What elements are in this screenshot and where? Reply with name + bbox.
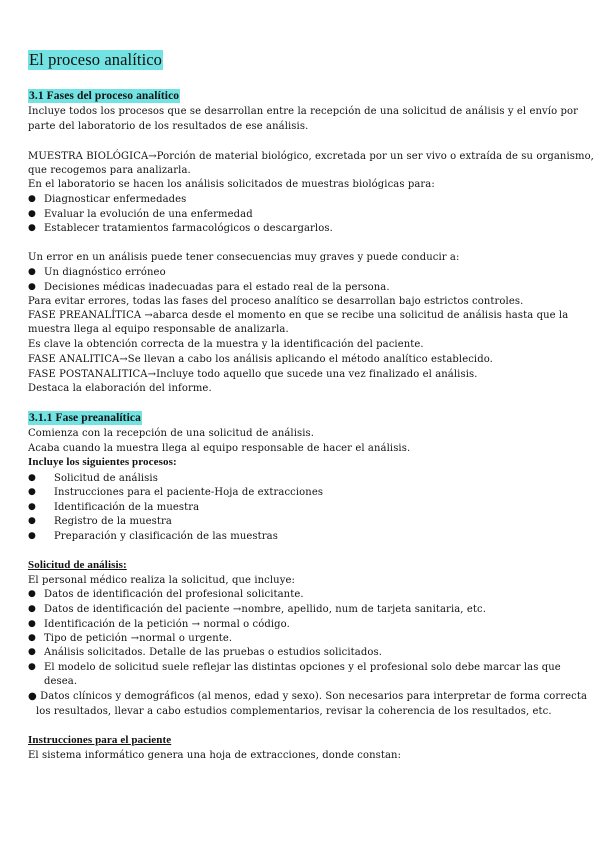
subsection-heading: Instrucciones para el paciente [28, 734, 172, 746]
section-heading: 3.1 Fases del proceso analítico [29, 90, 180, 102]
paragraph-line: Para evitar errores, todas las fases del proceso analítico se desarrollan bajo estrictos controles. [28, 296, 524, 307]
paragraph-line: FASE PREANALÍTICA →abarca desde el momento en que se recibe una solicitud de análisis hasta que la [28, 310, 569, 321]
paragraph-line: Un error en un análisis puede tener consecuencias muy graves y puede conducir a: [28, 252, 460, 263]
paragraph-line: parte del laboratorio de los resultados de ese análisis. [28, 121, 309, 132]
paragraph-line: los resultados, llevar a cabo estudios complementarios, revisar la coherencia de los resultados, etc. [36, 706, 552, 717]
paragraph-line: Comienza con la recepción de una solicitud de análisis. [28, 428, 315, 439]
paragraph-line: FASE POSTANALITICA→Incluye todo aquello que sucede una vez finalizado el análisis. [28, 369, 478, 380]
paragraph-line: Destaca la elaboración del informe. [28, 383, 212, 394]
paragraph-line: FASE ANALITICA→Se llevan a cabo los análisis aplicando el método analítico establecido. [28, 354, 493, 365]
document-title: El proceso analítico [29, 50, 163, 69]
paragraph-line: MUESTRA BIOLÓGICA→Porción de material biológico, excretada por un ser vivo o extraída de su organismo, [28, 151, 594, 162]
paragraph-line: Es clave la obtención correcta de la muestra y la identificación del paciente. [28, 339, 424, 350]
section-heading: 3.1.1 Fase preanalítica [29, 412, 141, 424]
paragraph-line: Acaba cuando la muestra llega al equipo responsable de hacer el análisis. [28, 443, 411, 454]
paragraph-line: El personal médico realiza la solicitud, que incluye: [28, 575, 295, 586]
paragraph-line: que recogemos para analizarla. [28, 165, 191, 176]
bold-line: Incluye los siguientes procesos: [28, 456, 177, 468]
list-item-continuation: desea. [44, 676, 78, 687]
paragraph-line: En el laboratorio se hacen los análisis solicitados de muestras biológicas para: [28, 179, 435, 190]
paragraph-line: ● Datos clínicos y demográficos (al menos, edad y sexo). Son necesarios para interpretar de forma correcta [28, 691, 588, 702]
subsection-heading: Solicitud de análisis: [28, 559, 127, 571]
paragraph-line: El sistema informático genera una hoja de extracciones, donde constan: [28, 750, 402, 761]
paragraph-line: Incluye todos los procesos que se desarrollan entre la recepción de una solicitud de análisis y el envío por [28, 106, 578, 117]
paragraph-line: muestra llega al equipo responsable de analizarla. [28, 324, 289, 335]
